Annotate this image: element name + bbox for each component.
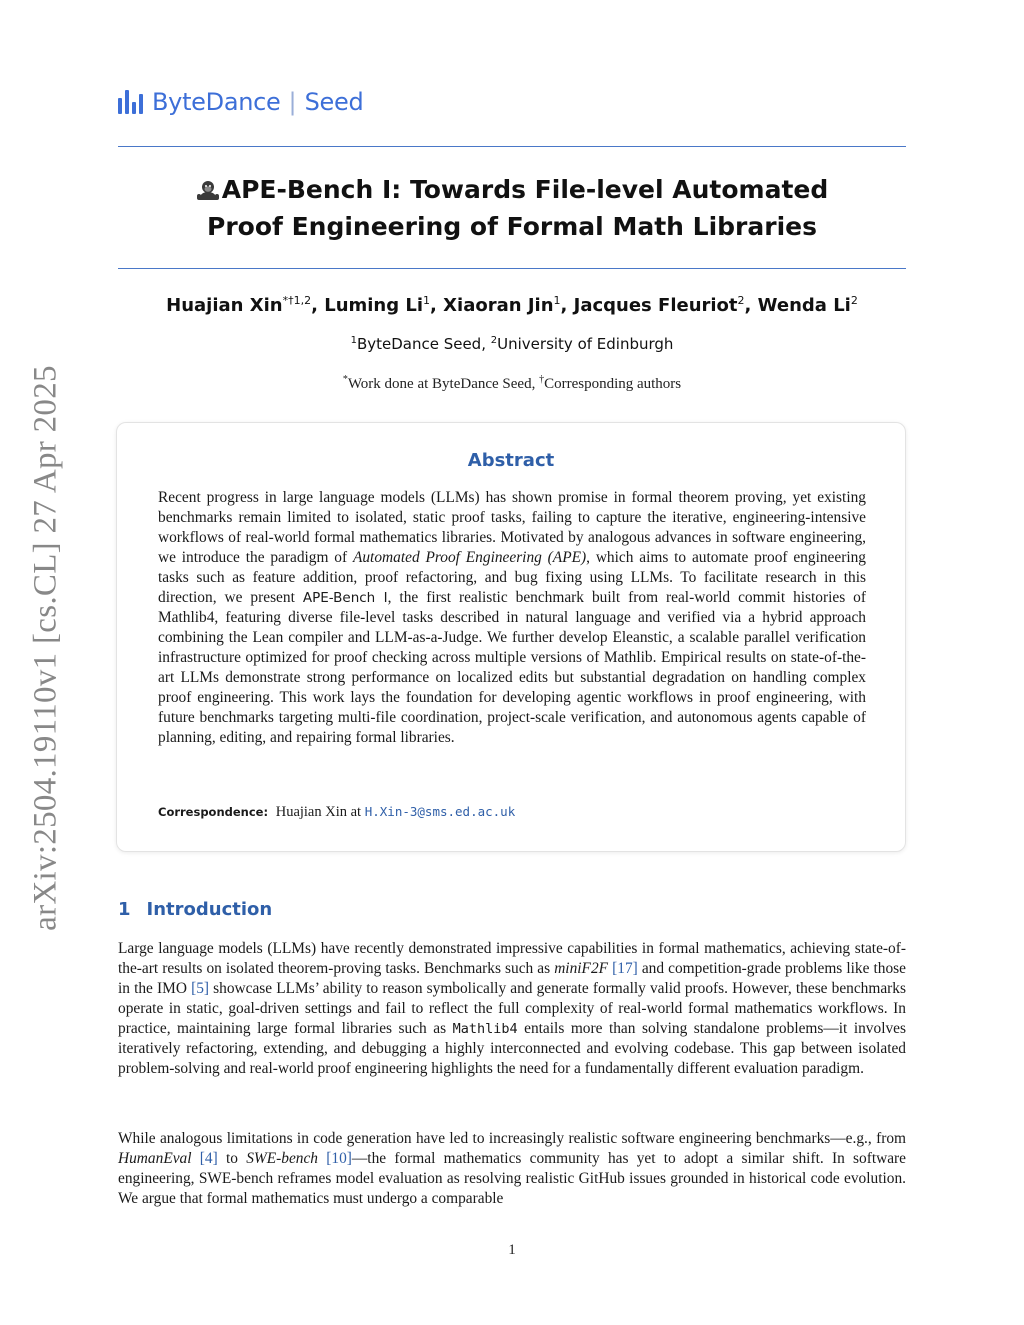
bytedance-seed-logo xyxy=(118,86,363,118)
top-rule xyxy=(118,146,906,147)
author-list: Huajian Xin$^{*\dagger 1,2}$, Luming Li$^1$, Xiaoran Jin$^1$, Jacques Fleuriot$^2$, Wenda Li$^2$ xyxy=(166,294,858,316)
author-name: Luming Li xyxy=(324,295,424,316)
page-number: 1 xyxy=(508,1242,516,1258)
citation-link[interactable]: [10] xyxy=(326,1150,352,1167)
note-mark: † xyxy=(539,374,545,385)
author-name: Huajian Xin xyxy=(166,295,283,316)
author-affiliation-mark: 2 xyxy=(850,294,858,307)
intro-paragraph-1 xyxy=(118,939,906,1079)
paragraph-text: and competition-grade problems like those in the IMO xyxy=(118,960,906,997)
correspondence-name: Huajian Xin at xyxy=(275,804,362,820)
intro-paragraph-2 xyxy=(118,1129,906,1209)
author-name: Wenda Li xyxy=(757,295,851,316)
paragraph-text: to xyxy=(217,1150,247,1167)
author-name: Jacques Fleuriot xyxy=(573,295,738,316)
correspondence xyxy=(158,804,515,821)
affiliations: $^1$ByteDance Seed, $^2$University of Edinburgh xyxy=(350,335,674,353)
paper-title xyxy=(118,173,906,244)
logo-brand: ByteDance xyxy=(152,88,281,116)
affiliation-mark: 2 xyxy=(490,335,498,346)
benchmark-name: APE-Bench I xyxy=(302,590,388,606)
paragraph-text: While analogous limitations in code generation have led to increasingly realistic software engineering benchmarks—e.g., from xyxy=(118,1130,906,1147)
paragraph-text: —the formal mathematics community has yet to adopt a similar shift. In software engineering, SWE-bench reframes model evaluation as resolving realistic GitHub issues grounded in historical code evolution. We argue that formal mathematics must undergo a comparable xyxy=(118,1150,906,1207)
author-affiliation-mark: 1 xyxy=(553,294,561,307)
paragraph-text: entails more than solving standalone problems—it involves iteratively refactoring, extending, and debugging a highly interconnected and evolving codebase. This gap between isolated problem-solving and real-world proof engineering highlights the need for a fundamentally different evaluation paradigm. xyxy=(118,1020,906,1077)
logo-bars-icon xyxy=(118,90,143,114)
affiliation-name: University of Edinburgh xyxy=(497,335,674,353)
code-term: Mathlib4 xyxy=(452,1021,518,1037)
abstract-heading: Abstract xyxy=(467,450,555,471)
author-notes xyxy=(118,374,906,393)
citation-link[interactable]: [4] xyxy=(199,1150,218,1167)
author-affiliation-mark: 2 xyxy=(737,294,745,307)
abstract-text-part: , the first realistic benchmark built from real-world commit histories of Mathlib4, featuring diverse file-level tasks described in natural language and verified via a hybrid approach combining the Lean compiler and LLM-as-a-Judge. We further develop Eleanstic, a scalable parallel verification infrastructure optimized for proof checking across multiple versions of Mathlib. Empirical results on state-of-the-art LLMs demonstrate strong performance on localized edits but substantial degradation on handling complex proof engineering. This work lays the foundation for developing agentic workflows in proof engineering, with future benchmarks targeting multi-file coordination, project-scale verification, and autonomous agents capable of planning, editing, and repairing formal libraries. xyxy=(158,589,867,746)
author-affiliation-mark: *†1,2 xyxy=(282,294,312,307)
benchmark-emphasis: miniF2F xyxy=(554,960,609,977)
title-line-1: APE-Bench I: Towards File-level Automated xyxy=(221,175,829,204)
abstract-text-part: Recent progress in large language models (LLMs) has shown promise in formal theorem proving, yet existing benchmarks remain limited to isolated, static proof tasks, failing to capture the iterative, engineering-intensive workflows of real-world formal mathematics libraries. Motivated by analogous advances in software engineering, we introduce the paradigm of xyxy=(158,489,866,566)
logo-product: Seed xyxy=(304,88,364,116)
abstract-text xyxy=(158,488,866,748)
note-text: Corresponding authors xyxy=(544,376,682,392)
citation-link[interactable]: [5] xyxy=(191,980,210,997)
citation-link[interactable]: [17] xyxy=(612,960,638,977)
note-mark: * xyxy=(342,374,348,385)
correspondence-email-link[interactable]: H.Xin-3@sms.ed.ac.uk xyxy=(364,804,516,819)
title-line-2: Proof Engineering of Formal Math Libraries xyxy=(207,212,817,241)
affiliation-name: ByteDance Seed xyxy=(356,335,482,353)
abstract-text-part: , which aims to automate proof engineering tasks such as feature addition, proof refactoring, and bug fixing using LLMs. To facilitate research in this direction, we present xyxy=(158,549,866,606)
benchmark-emphasis: HumanEval xyxy=(118,1150,192,1167)
paragraph-text: showcase LLMs’ ability to reason symbolically and generate formally valid proofs. However, these benchmarks operate in static, goal-driven settings and fail to reflect the full complexity of real-world formal mathematics workflows. In practice, maintaining large formal libraries such as xyxy=(118,980,906,1037)
section-heading xyxy=(118,899,272,920)
gorilla-icon xyxy=(196,176,220,210)
section-number: 1 xyxy=(118,899,131,920)
note-text: Work done at ByteDance Seed, xyxy=(347,376,536,392)
author-affiliation-mark: 1 xyxy=(423,294,431,307)
author-name: Xiaoran Jin xyxy=(443,295,554,316)
title-bottom-rule xyxy=(118,268,906,269)
paragraph-text: Large language models (LLMs) have recently demonstrated impressive capabilities in formal mathematics, achieving state-of-the-art results on isolated theorem-proving tasks. Benchmarks such as xyxy=(118,940,906,977)
arxiv-sidebar-id: arXiv:2504.19110v1 [cs.CL] 27 Apr 2025 xyxy=(27,365,64,931)
correspondence-label: Correspondence: xyxy=(158,805,269,819)
section-title: Introduction xyxy=(146,899,273,920)
affiliation-mark: 1 xyxy=(350,335,357,346)
benchmark-emphasis: SWE-bench xyxy=(246,1150,318,1167)
logo-separator: | xyxy=(288,88,297,116)
abstract-emphasis: Automated Proof Engineering (APE) xyxy=(352,549,587,566)
